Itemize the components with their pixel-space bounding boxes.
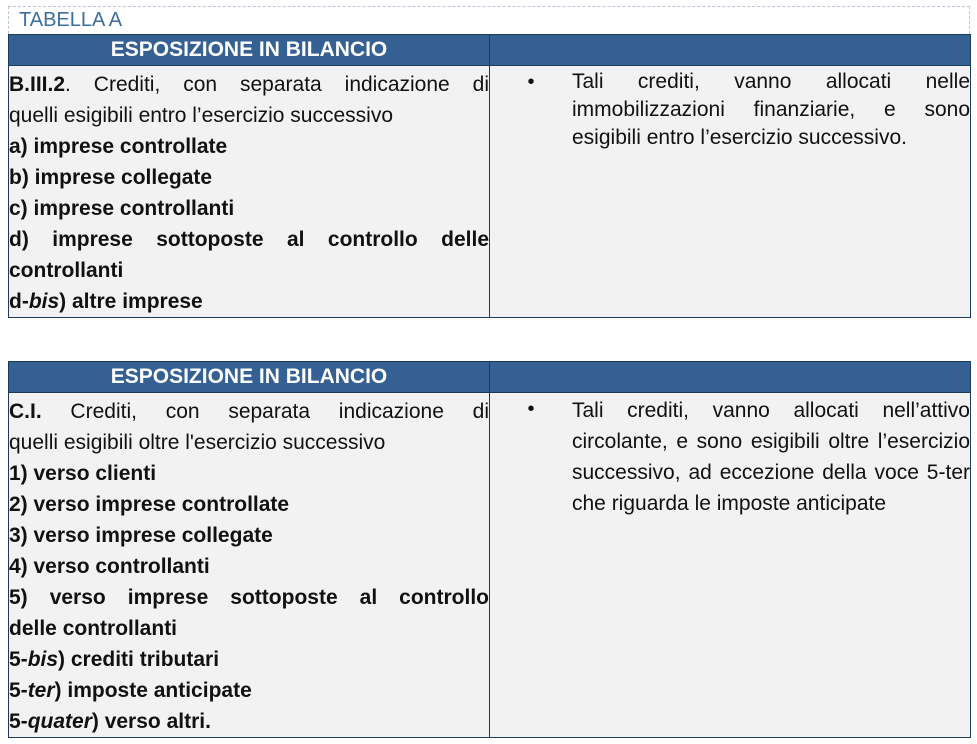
intro-line-1 [9,69,489,100]
voice-code: C.I. [9,400,42,423]
list-item: 5) verso imprese sottoposte al controllo [9,586,489,609]
bullet-icon: • [527,398,535,420]
bullet-item [490,66,970,152]
list-item: 5-bis) crediti tributari [9,648,220,671]
right-cell [490,393,971,738]
header-right [490,362,971,393]
table-caption: TABELLA A [8,6,970,34]
left-cell [9,393,490,738]
header-left: ESPOSIZIONE IN BILANCIO [9,35,490,66]
list-item: 5-ter) imposte anticipate [9,679,252,702]
list-item: d) imprese sottoposte al controllo delle [9,228,489,251]
table-b-iii-2 [8,34,971,318]
intro-text: . Crediti, con separata indicazione di [65,73,489,96]
list-item: 1) verso clienti [9,462,157,485]
bullet-icon: • [527,71,535,93]
table-c-i [8,361,971,738]
list-item: d-bis) altre imprese [9,290,203,313]
voice-code: B.III.2 [9,73,66,96]
list-item: a) imprese controllate [9,135,228,158]
intro-text: Crediti, con separata indicazione di [41,400,489,423]
intro-line-1 [9,396,489,427]
list-item: 3) verso imprese collegate [9,524,273,547]
bullet-text: Tali crediti, vanno allocati nell’attivo circolante, e sono esigibili oltre l’esercizio successivo, ad eccezione della voce 5-ter che riguarda le imposte anticipate [572,399,970,515]
intro-line-2: quelli esigibili entro l’esercizio successivo [9,104,393,127]
list-item: 5-quater) verso altri. [9,710,211,733]
bullet-text: Tali crediti, vanno allocati nelle immobilizzazioni finanziarie, e sono esigibili entro l’esercizio successivo. [572,70,970,149]
list-item: c) imprese controllanti [9,197,235,220]
list-item: controllanti [9,259,124,282]
list-item: 4) verso controllanti [9,555,210,578]
header-right [490,35,971,66]
list-item: 2) verso imprese controllate [9,493,290,516]
list-item: delle controllanti [9,617,178,640]
list-item: b) imprese collegate [9,166,213,189]
header-left: ESPOSIZIONE IN BILANCIO [9,362,490,393]
intro-line-2: quelli esigibili oltre l'esercizio successivo [9,431,386,454]
left-cell [9,66,490,318]
bullet-item [490,393,970,519]
right-cell [490,66,971,318]
